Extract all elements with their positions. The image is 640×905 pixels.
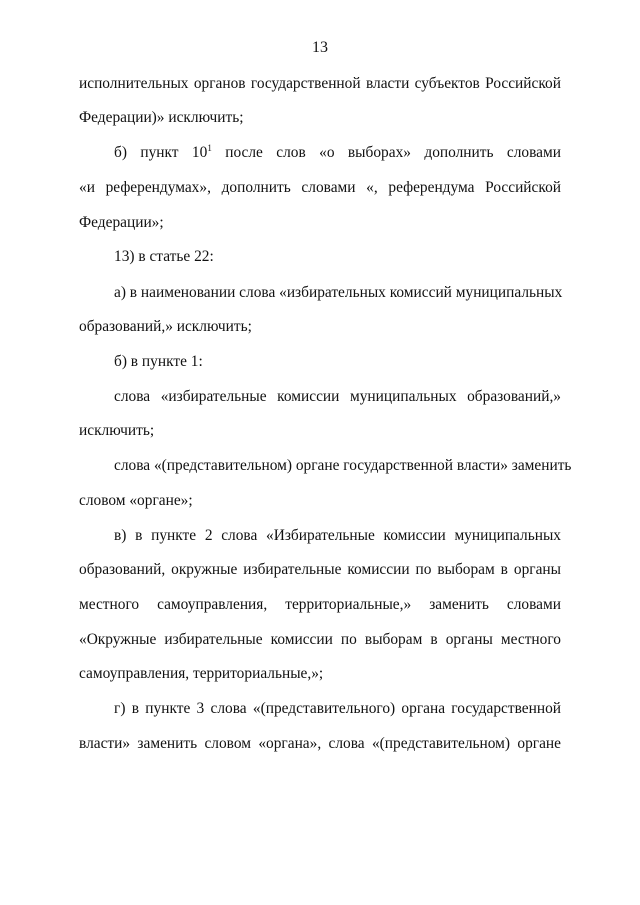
- text-line: 13) в статье 22:: [114, 248, 214, 265]
- page-number: 13: [312, 39, 328, 56]
- text-line: исключить;: [79, 422, 155, 439]
- text-line: местного самоуправления, территориальные,» заменить словами: [79, 596, 561, 613]
- text-line: б) в пункте 1:: [114, 353, 203, 370]
- text-line: г) в пункте 3 слова «(представительного) органа государственной: [114, 700, 561, 717]
- text-line: «Окружные избирательные комиссии по выборам в органы местного: [79, 631, 561, 648]
- text-fragment: б) пункт 10: [114, 144, 208, 161]
- text-line: слова «избирательные комиссии муниципальных образований,»: [114, 388, 561, 405]
- superscript: 1: [207, 143, 212, 153]
- text-line: Федерации»;: [79, 214, 164, 231]
- text-line: слова «(представительном) органе государственной власти» заменить: [114, 457, 572, 474]
- text-line: образований, окружные избирательные комиссии по выборам в органы: [79, 561, 561, 578]
- text-line: а) в наименовании слова «избирательных комиссий муниципальных: [114, 284, 563, 301]
- text-line: в) в пункте 2 слова «Избирательные комиссии муниципальных: [114, 527, 561, 544]
- text-fragment: после слов «о выборах» дополнить словами: [211, 144, 561, 161]
- text-line: исполнительных органов государственной власти субъектов Российской: [79, 75, 561, 92]
- text-line: образований,» исключить;: [79, 318, 252, 335]
- text-line: «и референдумах», дополнить словами «, референдума Российской: [79, 179, 561, 196]
- text-line: власти» заменить словом «органа», слова «(представительном) органе: [79, 735, 561, 752]
- text-line: словом «органе»;: [79, 492, 193, 509]
- text-line: самоуправления, территориальные,»;: [79, 665, 324, 682]
- text-line: Федерации)» исключить;: [79, 109, 244, 126]
- text-line: [114, 142, 561, 164]
